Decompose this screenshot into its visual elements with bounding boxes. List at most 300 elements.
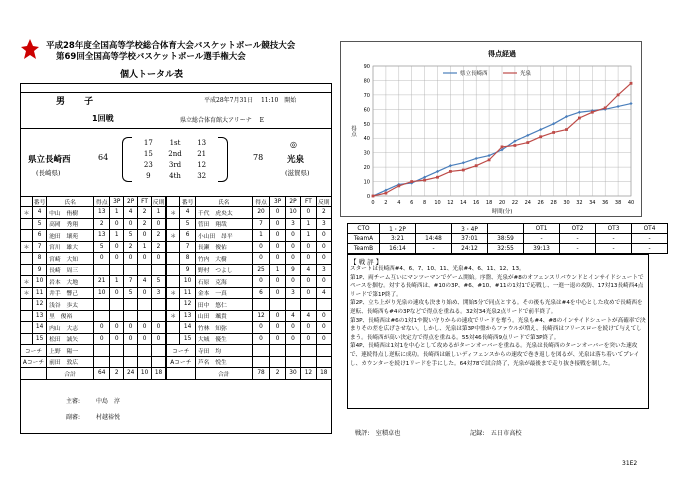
lead-referee-label: 主審: bbox=[66, 398, 81, 405]
cto-cell: - bbox=[632, 234, 668, 244]
player-f: 5 bbox=[152, 276, 166, 288]
player-p3: 0 bbox=[270, 230, 285, 242]
player-p2: 0 bbox=[124, 322, 138, 334]
winner-mark: ◎ bbox=[290, 140, 297, 149]
player-mark bbox=[167, 322, 180, 334]
player-p2: 0 bbox=[285, 322, 300, 334]
player-p3: 0 bbox=[270, 276, 285, 288]
player-p2: 0 bbox=[285, 230, 300, 242]
player-p2: 2 bbox=[124, 241, 138, 253]
player-ft: 0 bbox=[301, 322, 316, 334]
data-point bbox=[436, 176, 439, 179]
x-tick-label: 10 bbox=[434, 200, 441, 206]
player-f: 0 bbox=[316, 230, 331, 242]
empty-cell bbox=[138, 345, 152, 357]
divider bbox=[20, 128, 332, 129]
staff-role: Aコーチ bbox=[167, 356, 196, 368]
player-p2: 5 bbox=[124, 287, 138, 299]
y-tick-label: 0 bbox=[366, 194, 370, 200]
quarter-row bbox=[135, 161, 215, 171]
x-tick-label: 38 bbox=[614, 200, 622, 206]
table-header-cell: 3P bbox=[270, 197, 285, 207]
table-header-row bbox=[167, 197, 332, 207]
player-pts: 0 bbox=[94, 322, 110, 334]
staff-name: 前田 敦広 bbox=[47, 356, 94, 368]
table-row bbox=[167, 253, 332, 265]
cto-cell: 14:48 bbox=[416, 234, 452, 244]
player-p2: 4 bbox=[124, 207, 138, 219]
player-pts: 13 bbox=[94, 207, 110, 219]
player-pts: 0 bbox=[252, 241, 270, 253]
player-ft: 0 bbox=[138, 322, 152, 334]
player-pts: 0 bbox=[94, 333, 110, 345]
table-header-cell bbox=[21, 197, 33, 207]
player-name: 田中 悠仁 bbox=[195, 299, 252, 311]
table-row bbox=[21, 299, 166, 311]
player-no: 9 bbox=[33, 264, 47, 276]
referee-label: 戦評: bbox=[355, 430, 370, 437]
player-pts: 21 bbox=[94, 276, 110, 288]
player-no: 10 bbox=[33, 276, 47, 288]
staff-role: コーチ bbox=[21, 345, 47, 357]
player-f: 0 bbox=[152, 322, 166, 334]
comment-text: スタートは長崎西#4、6、7、10、11、光泉#4、6、11、12、13。 第1P、両チーム互いにマンツーマンでゲーム開始。序盤、光泉が#8のオフェンスリバウンドとインサイドシュートでペースを掴む。対する長崎西は、#10の3P、#6、#10、#11の1対1で応戦し、一進一退の攻防、17対13長崎西4点リードで第1P終了。 第2P、立ち上がり光泉の速攻も決まり始め、開始5分で同点とする。その後も光泉は#4を中心とした攻めで長崎西を逆転、長崎西も#4の3Pなどで得点を重ねる。32対34光泉2点リードで前半終了。 第3P、長崎西は#6の1対1や鋭い守りからの速攻でリードを奪う。光泉も#4、#8のインサイドシュートが高確率で決まりその差を広げさせない。しかし、光泉は第3P中盤からファウルが増え、長崎西はフリースローを続けて与えてしまう。長崎西が高い決定力で得点を重ねる。55対46長崎西9点リードで第3P終了。 第4P、長崎西は1対1を中心として攻めるがターンオーバーを重ねる。光泉は長崎西のターンオーバーを突いた速攻で、連続得点し逆転に成功。長崎西は厳しいディフェンスからの速攻で巻き返しを図るが、光泉は落ち着いてプレイし、カウンターを続け1リードを手にした。64対78で試合終了，光泉が最後まで走り抜き接戦を制した。 bbox=[350, 266, 646, 367]
x-tick-label: 40 bbox=[627, 200, 635, 206]
player-pts: 1 bbox=[252, 230, 270, 242]
player-name: 小山田 昂平 bbox=[195, 230, 252, 242]
player-p3: 0 bbox=[270, 310, 285, 322]
quarter-score-a: 17 bbox=[143, 139, 153, 147]
player-mark: ＊ bbox=[167, 310, 180, 322]
cto-cell: - bbox=[560, 244, 596, 254]
cto-cell: 32:55 bbox=[488, 244, 524, 254]
player-mark: ＊ bbox=[21, 207, 33, 219]
staff-name: 上野 陽一 bbox=[47, 345, 94, 357]
empty-cell bbox=[270, 345, 285, 357]
x-tick-label: 6 bbox=[410, 200, 414, 206]
player-pts: 6 bbox=[252, 287, 270, 299]
table-header-row bbox=[21, 197, 166, 207]
cto-cell: - bbox=[416, 244, 452, 254]
player-pts bbox=[252, 299, 270, 311]
player-pts: 12 bbox=[252, 310, 270, 322]
player-ft: 4 bbox=[138, 276, 152, 288]
player-f bbox=[152, 299, 166, 311]
player-p2: 0 bbox=[285, 241, 300, 253]
y-axis-label: 得点 bbox=[350, 125, 356, 137]
team-b-name: 光泉 bbox=[287, 155, 305, 165]
player-f: 1 bbox=[152, 207, 166, 219]
total-label: 合計 bbox=[195, 368, 252, 380]
table-header-cell: 得点 bbox=[252, 197, 270, 207]
total-f: 18 bbox=[152, 368, 166, 380]
recorder-name: 五日市高校 bbox=[490, 430, 522, 437]
table-row bbox=[167, 218, 332, 230]
table-header-cell: 3P bbox=[110, 197, 124, 207]
player-ft: 2 bbox=[138, 207, 152, 219]
player-name: 金本 一真 bbox=[195, 287, 252, 299]
player-mark bbox=[21, 299, 33, 311]
data-point bbox=[475, 164, 478, 167]
player-p2: 5 bbox=[124, 230, 138, 242]
data-point bbox=[462, 169, 465, 172]
player-p3 bbox=[270, 299, 285, 311]
player-p3: 0 bbox=[270, 253, 285, 265]
y-tick-label: 60 bbox=[363, 107, 370, 114]
table-row bbox=[167, 207, 332, 219]
player-mark bbox=[167, 299, 180, 311]
quarter-score-b: 21 bbox=[197, 150, 207, 158]
player-f: 0 bbox=[316, 333, 331, 345]
empty-cell bbox=[301, 345, 316, 357]
venue-label: 県立総合体育館大アリーナ E bbox=[180, 117, 265, 124]
player-no: 7 bbox=[180, 241, 195, 253]
player-ft bbox=[138, 299, 152, 311]
cto-header-cell: OT4 bbox=[632, 224, 668, 234]
chart-svg bbox=[341, 42, 643, 218]
cto-header-cell: OT3 bbox=[596, 224, 632, 234]
player-name: 菅田 翔哉 bbox=[195, 218, 252, 230]
player-ft: 4 bbox=[301, 310, 316, 322]
player-name: 千代 虎央太 bbox=[195, 207, 252, 219]
player-ft: 0 bbox=[138, 287, 152, 299]
player-f: 0 bbox=[152, 218, 166, 230]
empty-cell bbox=[152, 345, 166, 357]
player-p2: 3 bbox=[285, 287, 300, 299]
player-no: 5 bbox=[180, 218, 195, 230]
x-tick-label: 24 bbox=[524, 200, 531, 206]
staff-role: コーチ bbox=[167, 345, 196, 357]
staff-role: Aコーチ bbox=[21, 356, 47, 368]
player-pts: 0 bbox=[252, 322, 270, 334]
player-mark bbox=[167, 253, 180, 265]
table-row bbox=[167, 310, 332, 322]
cto-cell: 39:13 bbox=[524, 244, 560, 254]
player-ft: 0 bbox=[138, 230, 152, 242]
player-pts: 13 bbox=[94, 230, 110, 242]
cto-header-cell: 1・2P bbox=[380, 224, 416, 234]
empty-cell bbox=[285, 345, 300, 357]
player-name: 中山 侑樹 bbox=[47, 207, 94, 219]
y-tick-label: 30 bbox=[363, 150, 370, 157]
quarter-row bbox=[135, 139, 215, 149]
player-p3: 1 bbox=[270, 264, 285, 276]
header-line2: 第69回全国高等学校バスケットボール選手権大会 bbox=[56, 52, 246, 62]
player-no: 8 bbox=[180, 253, 195, 265]
player-p2 bbox=[285, 299, 300, 311]
player-name: 山田 颯貴 bbox=[195, 310, 252, 322]
player-ft: 0 bbox=[301, 276, 316, 288]
player-name: 長崎 周三 bbox=[47, 264, 94, 276]
quarter-label: 3rd bbox=[168, 161, 182, 169]
player-no: 12 bbox=[180, 299, 195, 311]
player-f: 3 bbox=[316, 264, 331, 276]
data-point bbox=[617, 93, 620, 96]
player-ft: 0 bbox=[301, 207, 316, 219]
data-point bbox=[397, 184, 400, 187]
empty-cell bbox=[167, 368, 196, 380]
table-row bbox=[21, 230, 166, 242]
quarter-score-b: 32 bbox=[197, 172, 207, 180]
quarter-row bbox=[135, 150, 215, 160]
cto-header-cell: OT1 bbox=[524, 224, 560, 234]
x-tick-label: 4 bbox=[397, 200, 401, 206]
cto-row bbox=[348, 234, 668, 244]
data-point bbox=[488, 158, 491, 161]
empty-cell bbox=[21, 368, 47, 380]
data-point bbox=[630, 82, 633, 85]
player-p3 bbox=[110, 264, 124, 276]
prefecture-logo-icon bbox=[20, 38, 40, 60]
player-p2: 0 bbox=[124, 218, 138, 230]
x-tick-label: 22 bbox=[511, 200, 519, 206]
total-p3: 2 bbox=[270, 368, 285, 380]
player-f: 2 bbox=[152, 241, 166, 253]
player-pts: 7 bbox=[252, 218, 270, 230]
team-a-total: 64 bbox=[98, 153, 109, 162]
player-no: 7 bbox=[33, 241, 47, 253]
player-pts: 5 bbox=[94, 241, 110, 253]
player-ft: 2 bbox=[138, 218, 152, 230]
player-ft: 0 bbox=[138, 333, 152, 345]
data-point bbox=[423, 179, 426, 182]
total-row bbox=[167, 368, 332, 380]
player-p3: 0 bbox=[270, 322, 285, 334]
player-pts: 0 bbox=[252, 253, 270, 265]
data-point bbox=[526, 141, 529, 144]
player-f: 0 bbox=[316, 253, 331, 265]
player-mark bbox=[167, 333, 180, 345]
player-p3: 0 bbox=[110, 218, 124, 230]
player-no: 4 bbox=[33, 207, 47, 219]
table-row bbox=[21, 322, 166, 334]
empty-cell bbox=[110, 345, 124, 357]
player-p3: 1 bbox=[110, 276, 124, 288]
legend-label: 県立長崎西 bbox=[460, 71, 488, 77]
table-row bbox=[21, 287, 166, 299]
x-tick-label: 16 bbox=[473, 200, 480, 206]
player-ft: 1 bbox=[301, 230, 316, 242]
cto-header-row bbox=[348, 224, 668, 234]
table-header-cell: 氏名 bbox=[195, 197, 252, 207]
player-p3 bbox=[110, 299, 124, 311]
player-no: 15 bbox=[180, 333, 195, 345]
staff-name: 芦名 悦生 bbox=[195, 356, 252, 368]
comment-title: 【 戦 評 】 bbox=[350, 258, 383, 266]
quarter-score-b: 12 bbox=[197, 161, 207, 169]
table-row bbox=[21, 264, 166, 276]
player-name: 池田 壌苑 bbox=[47, 230, 94, 242]
player-mark: ＊ bbox=[21, 287, 33, 299]
cto-team: TeamB bbox=[348, 244, 380, 254]
player-pts bbox=[94, 310, 110, 322]
x-tick-label: 20 bbox=[498, 200, 506, 206]
cto-header-cell: CTO bbox=[348, 224, 380, 234]
player-p3: 0 bbox=[110, 287, 124, 299]
player-no: 11 bbox=[33, 287, 47, 299]
player-p3: 0 bbox=[110, 241, 124, 253]
empty-cell bbox=[252, 345, 270, 357]
lead-referee-name: 中島 淳 bbox=[96, 398, 121, 405]
player-p2: 0 bbox=[285, 333, 300, 345]
table-row bbox=[21, 276, 166, 288]
table-row bbox=[167, 299, 332, 311]
empty-cell bbox=[94, 345, 110, 357]
team-a-pref: (長崎県) bbox=[36, 169, 61, 177]
table-row bbox=[21, 333, 166, 345]
player-f: 0 bbox=[316, 241, 331, 253]
table-row bbox=[167, 264, 332, 276]
cto-cell: - bbox=[596, 244, 632, 254]
referee-name: 室積卓也 bbox=[375, 430, 401, 437]
player-p3: 0 bbox=[110, 253, 124, 265]
player-name: 宮崎 大知 bbox=[47, 253, 94, 265]
player-no: 8 bbox=[33, 253, 47, 265]
player-no: 13 bbox=[180, 310, 195, 322]
player-f bbox=[152, 264, 166, 276]
player-f: 0 bbox=[152, 253, 166, 265]
cto-cell: - bbox=[596, 234, 632, 244]
data-point bbox=[449, 170, 452, 173]
cto-cell: - bbox=[524, 234, 560, 244]
cto-header-cell: 3・4P bbox=[452, 224, 488, 234]
player-no: 11 bbox=[180, 287, 195, 299]
player-mark bbox=[167, 241, 180, 253]
table-row bbox=[21, 207, 166, 219]
total-ft: 10 bbox=[138, 368, 152, 380]
empty-cell bbox=[152, 356, 166, 368]
table-header-cell: FT bbox=[301, 197, 316, 207]
player-mark: ＊ bbox=[21, 276, 33, 288]
player-pts bbox=[94, 299, 110, 311]
player-ft: 0 bbox=[301, 241, 316, 253]
player-ft: 1 bbox=[301, 218, 316, 230]
data-point bbox=[552, 131, 555, 134]
data-point bbox=[410, 180, 413, 183]
player-p3: 0 bbox=[270, 218, 285, 230]
player-name: 野村 つよし bbox=[195, 264, 252, 276]
table-header-cell: 反則 bbox=[152, 197, 166, 207]
table-row bbox=[21, 253, 166, 265]
staff-row bbox=[21, 345, 166, 357]
data-point bbox=[591, 111, 594, 114]
player-no: 12 bbox=[33, 299, 47, 311]
quarter-score-a: 23 bbox=[143, 161, 153, 169]
team-a-player-table bbox=[20, 196, 166, 380]
table-header-cell: 番号 bbox=[180, 197, 195, 207]
player-no: 14 bbox=[180, 322, 195, 334]
table-header-cell: 2P bbox=[285, 197, 300, 207]
game-date: 平成28年7月31日 11:10 開始 bbox=[204, 97, 297, 104]
total-pts: 64 bbox=[94, 368, 110, 380]
player-f: 4 bbox=[316, 287, 331, 299]
recorder-credit bbox=[470, 428, 522, 437]
bracket-right bbox=[218, 137, 228, 182]
staff-row bbox=[167, 356, 332, 368]
player-ft: 0 bbox=[301, 333, 316, 345]
total-ft: 12 bbox=[301, 368, 316, 380]
staff-row bbox=[21, 356, 166, 368]
page-subtitle: 個人トータル表 bbox=[120, 70, 184, 80]
player-name: 高岡 秀翔 bbox=[47, 218, 94, 230]
player-name: 宮川 雄大 bbox=[47, 241, 94, 253]
referee-credit bbox=[355, 428, 400, 437]
player-name: 井手 響己 bbox=[47, 287, 94, 299]
empty-cell bbox=[316, 356, 331, 368]
player-name: 石原 克海 bbox=[195, 276, 252, 288]
player-p2: 0 bbox=[285, 253, 300, 265]
bracket-left bbox=[122, 137, 132, 182]
team-b-pref: (滋賀県) bbox=[285, 169, 310, 177]
empty-cell bbox=[270, 356, 285, 368]
empty-cell bbox=[285, 356, 300, 368]
cto-header-cell: OT2 bbox=[560, 224, 596, 234]
player-p3: 0 bbox=[110, 333, 124, 345]
player-mark bbox=[167, 218, 180, 230]
player-f: 2 bbox=[152, 230, 166, 242]
team-b-total: 78 bbox=[253, 153, 264, 162]
player-pts: 0 bbox=[94, 253, 110, 265]
cto-cell: 37:01 bbox=[452, 234, 488, 244]
table-row bbox=[167, 287, 332, 299]
player-p3: 0 bbox=[110, 322, 124, 334]
player-name: 内山 大志 bbox=[47, 322, 94, 334]
table-row bbox=[21, 218, 166, 230]
quarter-score-a: 9 bbox=[146, 172, 151, 180]
player-pts: 20 bbox=[252, 207, 270, 219]
player-mark: ＊ bbox=[21, 241, 33, 253]
total-label: 合計 bbox=[47, 368, 94, 380]
event-header bbox=[46, 41, 346, 63]
page-number: 31E2 bbox=[622, 460, 638, 467]
player-p2: 0 bbox=[285, 276, 300, 288]
player-pts: 25 bbox=[252, 264, 270, 276]
umpire-label: 副審: bbox=[66, 414, 81, 421]
player-ft bbox=[138, 264, 152, 276]
player-name: 竹林 知弥 bbox=[195, 322, 252, 334]
table-row bbox=[167, 241, 332, 253]
recorder-label: 記録: bbox=[470, 430, 485, 437]
x-axis-label: 時間(分) bbox=[491, 209, 513, 215]
player-mark bbox=[21, 322, 33, 334]
data-point bbox=[578, 117, 581, 120]
x-tick-label: 26 bbox=[537, 200, 544, 206]
y-tick-label: 50 bbox=[363, 121, 370, 128]
empty-cell bbox=[124, 356, 138, 368]
team-b-player-table bbox=[166, 196, 332, 380]
player-pts: 2 bbox=[94, 218, 110, 230]
table-header-cell bbox=[167, 197, 180, 207]
table-row bbox=[167, 230, 332, 242]
table-header-cell: 2P bbox=[124, 197, 138, 207]
player-f: 3 bbox=[316, 218, 331, 230]
score-progress-chart bbox=[340, 41, 642, 217]
chart-title: 得点経過 bbox=[488, 50, 516, 58]
table-row bbox=[167, 276, 332, 288]
empty-cell bbox=[316, 345, 331, 357]
player-no: 9 bbox=[180, 264, 195, 276]
cto-team: TeamA bbox=[348, 234, 380, 244]
cto-cell: 16:14 bbox=[380, 244, 416, 254]
player-pts: 10 bbox=[94, 287, 110, 299]
x-tick-label: 2 bbox=[384, 200, 388, 206]
y-tick-label: 90 bbox=[363, 64, 370, 70]
player-f: 0 bbox=[316, 276, 331, 288]
player-mark bbox=[21, 333, 33, 345]
empty-cell bbox=[301, 356, 316, 368]
data-point bbox=[604, 106, 607, 109]
x-tick-label: 36 bbox=[602, 200, 609, 206]
